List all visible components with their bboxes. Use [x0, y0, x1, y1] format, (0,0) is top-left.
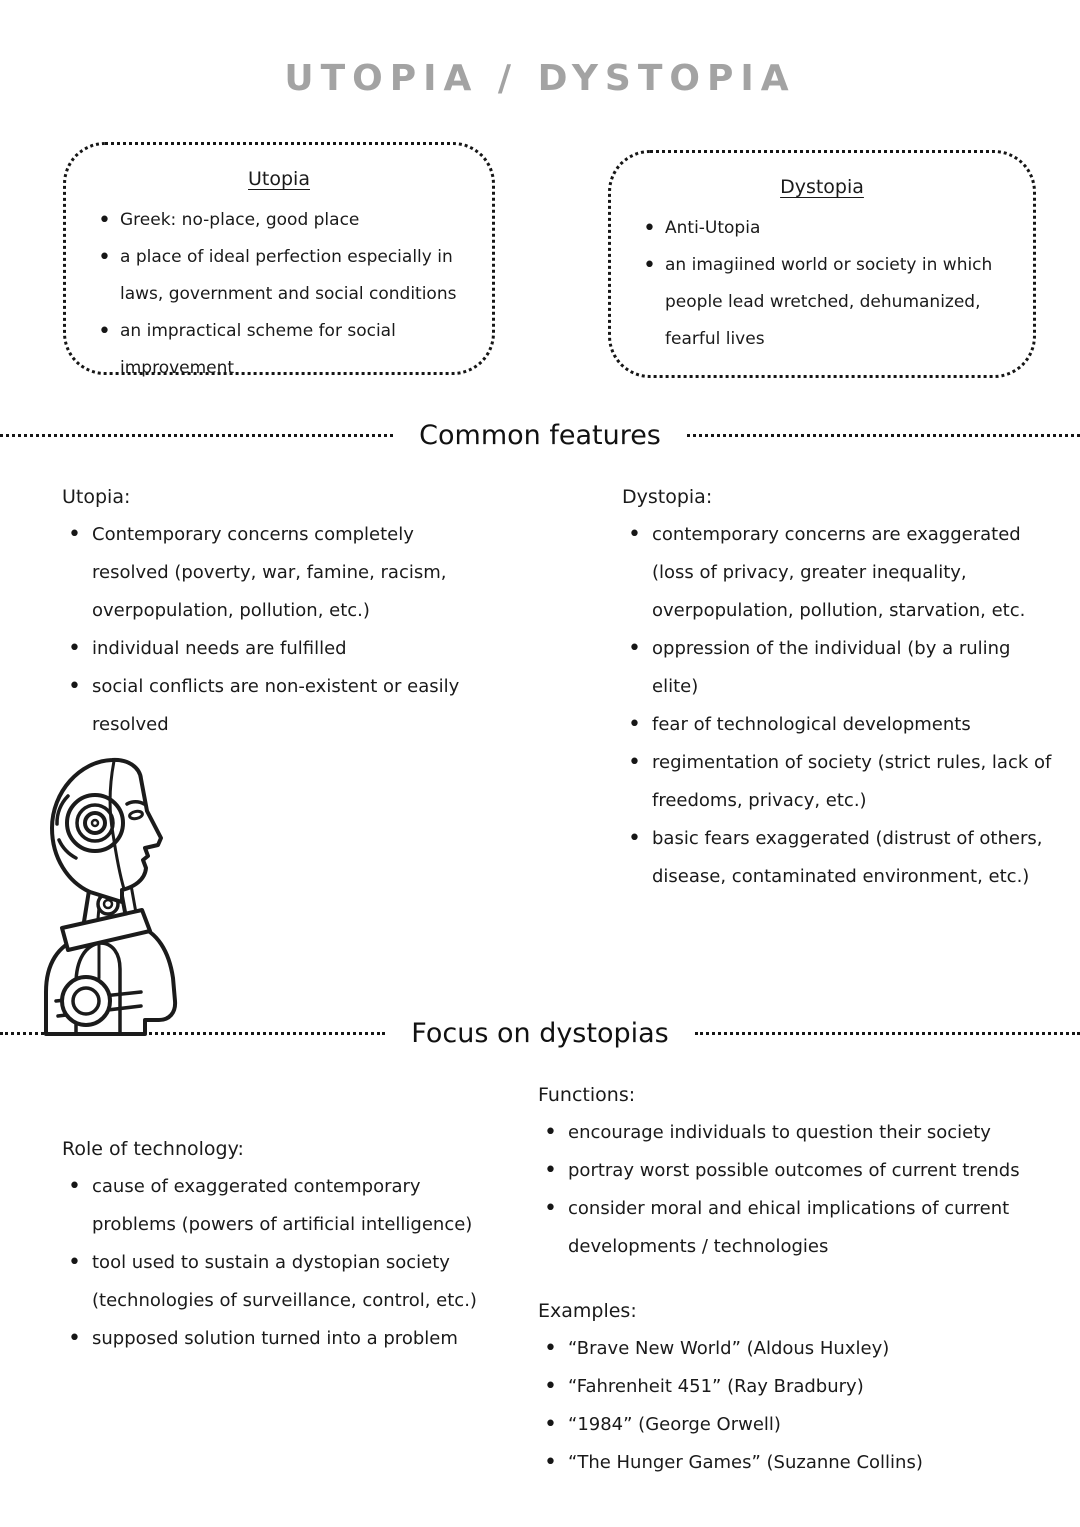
list-item: • contemporary concerns are exaggerated (loss of privacy, greater inequality, overpopulation, pollution, starvation, etc. — [622, 516, 1052, 630]
list-item: • an imagiined world or society in which people lead wretched, dehumanized, fearful lives — [637, 247, 1007, 358]
common-features-heading: Common features — [419, 419, 661, 451]
list-item: • Anti-Utopia — [637, 210, 1007, 247]
list-item: • basic fears exaggerated (distrust of others, disease, contaminated environment, etc.) — [622, 820, 1052, 896]
role-of-technology-column — [62, 1130, 486, 1358]
list-item: • an impractical scheme for social improvement — [92, 313, 466, 387]
functions-column — [538, 1076, 1043, 1482]
focus-dystopias-heading: Focus on dystopias — [411, 1017, 669, 1049]
role-of-technology-list — [62, 1168, 486, 1358]
list-item: • portray worst possible outcomes of current trends — [538, 1152, 1043, 1190]
list-item: • oppression of the individual (by a ruling elite) — [622, 630, 1052, 706]
list-item: • regimentation of society (strict rules, lack of freedoms, privacy, etc.) — [622, 744, 1052, 820]
utopia-features-list — [62, 516, 492, 744]
utopia-definition-box — [63, 142, 495, 378]
list-item: • tool used to sustain a dystopian society (technologies of surveillance, control, etc.) — [62, 1244, 486, 1320]
list-item: • “1984” (George Orwell) — [538, 1406, 1043, 1444]
list-item: • Greek: no-place, good place — [92, 202, 466, 239]
role-of-technology-label: Role of technology: — [62, 1138, 244, 1160]
list-item: • consider moral and ehical implications of current developments / technologies — [538, 1190, 1043, 1266]
functions-list — [538, 1114, 1043, 1266]
list-item: • cause of exaggerated contemporary problems (powers of artificial intelligence) — [62, 1168, 486, 1244]
dystopia-definition-list — [637, 210, 1007, 358]
dystopia-column-label: Dystopia: — [622, 486, 713, 508]
list-item: • supposed solution turned into a problem — [62, 1320, 486, 1358]
utopia-column-label: Utopia: — [62, 486, 131, 508]
list-item: • social conflicts are non-existent or easily resolved — [62, 668, 492, 744]
list-item: • individual needs are fulfilled — [62, 630, 492, 668]
divider-line — [0, 434, 393, 437]
list-item: • “Brave New World” (Aldous Huxley) — [538, 1330, 1043, 1368]
functions-label: Functions: — [538, 1084, 636, 1106]
common-features-divider — [0, 414, 1080, 456]
dystopia-features-list — [622, 516, 1052, 896]
divider-line — [687, 434, 1080, 437]
examples-list — [538, 1330, 1043, 1482]
list-item: • Contemporary concerns completely resolved (poverty, war, famine, racism, overpopulation, pollution, etc.) — [62, 516, 492, 630]
list-item: • fear of technological developments — [622, 706, 1052, 744]
list-item: • “Fahrenheit 451” (Ray Bradbury) — [538, 1368, 1043, 1406]
page-title: UTOPIA / DYSTOPIA — [284, 58, 796, 99]
list-item: • a place of ideal perfection especially in laws, government and social conditions — [92, 239, 466, 313]
utopia-definition-list — [92, 202, 466, 387]
dystopia-box-title: Dystopia — [780, 176, 864, 198]
list-item: • encourage individuals to question their society — [538, 1114, 1043, 1152]
examples-label: Examples: — [538, 1300, 637, 1322]
divider-line — [695, 1032, 1080, 1035]
common-utopia-column — [62, 478, 492, 744]
list-item: • “The Hunger Games” (Suzanne Collins) — [538, 1444, 1043, 1482]
robot-profile-illustration — [28, 752, 186, 1039]
dystopia-definition-box — [608, 150, 1036, 378]
common-dystopia-column — [622, 478, 1052, 896]
utopia-box-title: Utopia — [248, 168, 310, 190]
